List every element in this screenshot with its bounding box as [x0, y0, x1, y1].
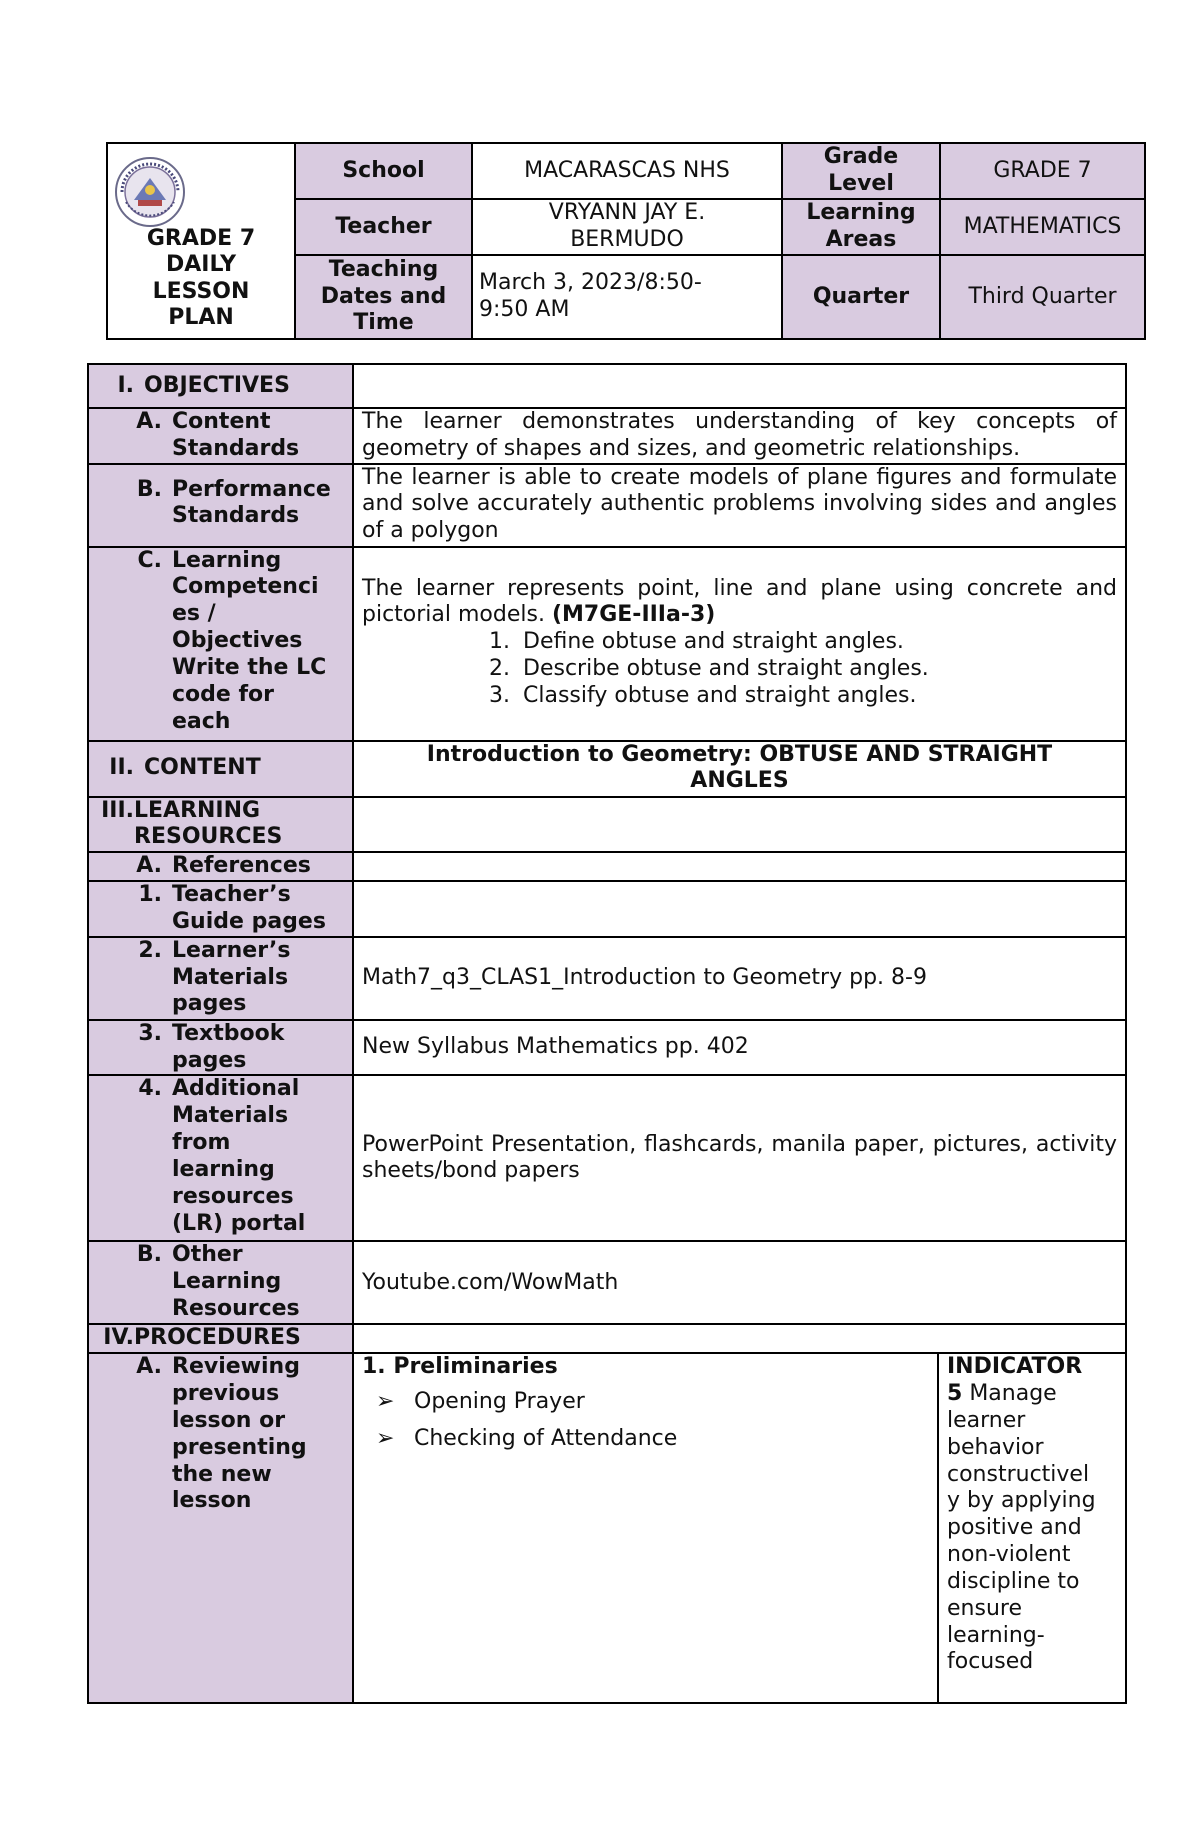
learners-materials-value: Math7_q3_CLAS1_Introduction to Geometry pp. 8-9 [353, 937, 1126, 1020]
arrow-bullet-icon: ➢ [376, 1389, 395, 1415]
learners-materials-row [88, 937, 1126, 1020]
other-resources-value: Youtube.com/WowMath [353, 1241, 1126, 1324]
teaching-dates-value: March 3, 2023/8:50- 9:50 AM [472, 255, 782, 339]
content-row [88, 741, 1126, 797]
additional-materials-value: PowerPoint Presentation, flashcards, manila paper, pictures, activity sheets/bond papers [353, 1075, 1126, 1241]
reviewing-row [88, 1353, 1126, 1703]
objectives-list [362, 629, 1117, 709]
objective-item: 1. Define obtuse and straight angles. [517, 629, 1117, 656]
arrow-bullet-icon: ➢ [376, 1425, 395, 1451]
teacher-label: Teacher [295, 199, 472, 255]
content-title: Introduction to Geometry: OBTUSE AND STRAIGHT ANGLES [353, 741, 1126, 797]
other-resources-label: B. Other Learning Resources [88, 1241, 353, 1324]
learning-areas-value: MATHEMATICS [940, 199, 1145, 255]
objective-item: 2. Describe obtuse and straight angles. [517, 656, 1117, 683]
content-label: II. CONTENT [88, 741, 353, 797]
procedures-row [88, 1324, 1126, 1353]
teachers-guide-label: 1. Teacher’s Guide pages [88, 881, 353, 937]
grade-level-value: GRADE 7 [940, 143, 1145, 199]
lesson-plan-table [87, 363, 1127, 1704]
performance-standards-row [88, 464, 1126, 547]
reviewing-label: A. Reviewing previous lesson or presenting the new lesson [88, 1353, 353, 1703]
dlp-title: GRADE 7 DAILY LESSON PLAN [146, 226, 256, 331]
school-value: MACARASCAS NHS [472, 143, 782, 199]
quarter-label: Quarter [782, 255, 940, 339]
objectives-label: I. OBJECTIVES [88, 364, 353, 408]
preliminaries-list [362, 1389, 929, 1453]
additional-materials-row [88, 1075, 1126, 1241]
teacher-value: VRYANN JAY E. BERMUDO [472, 199, 782, 255]
teachers-guide-row [88, 881, 1126, 937]
list-item: ➢ Checking of Attendance [376, 1425, 678, 1451]
quarter-value: Third Quarter [940, 255, 1145, 339]
learning-resources-row [88, 797, 1126, 853]
competencies-row [88, 547, 1126, 741]
textbook-label: 3. Textbook pages [88, 1020, 353, 1076]
objective-item: 3. Classify obtuse and straight angles. [517, 683, 1117, 710]
performance-standards-text: The learner is able to create models of plane figures and formulate and solve accurately authentic problems involving sides and angles of a polygon [353, 464, 1126, 547]
additional-materials-label: 4. Additional Materials from learning resources (LR) portal [88, 1075, 353, 1241]
teaching-dates-label: Teaching Dates and Time [295, 255, 472, 339]
indicator-text: 5 Manage learner behavior constructivel y by applying positive and non-violent discipline to ensure learning- focused [947, 1381, 1096, 1675]
preliminaries-heading: 1. Preliminaries [362, 1354, 558, 1380]
content-standards-label: A. Content Standards [88, 408, 353, 464]
deped-seal-icon [114, 156, 186, 228]
learning-areas-label: Learning Areas [782, 199, 940, 255]
references-row [88, 852, 1126, 881]
reviewing-content [353, 1353, 938, 1703]
header-table [106, 142, 1146, 340]
performance-standards-label: B. Performance Standards [88, 464, 353, 547]
content-standards-text: The learner demonstrates understanding of key concepts of geometry of shapes and sizes, and geometric relationships. [353, 408, 1126, 464]
other-resources-row [88, 1241, 1126, 1324]
learners-materials-label: 2. Learner’s Materials pages [88, 937, 353, 1020]
textbook-value: New Syllabus Mathematics pp. 402 [353, 1020, 1126, 1076]
indicator-cell [938, 1353, 1126, 1703]
competencies-label: C. Learning Competenci es / Objectives Write the LC code for each [88, 547, 353, 741]
grade-level-label: Grade Level [782, 143, 940, 199]
teachers-guide-value [353, 881, 1126, 937]
school-label: School [295, 143, 472, 199]
references-label: A. References [88, 852, 353, 881]
lc-code: (M7GE-IIIa-3) [551, 602, 716, 628]
competencies-text: The learner represents point, line and plane using concrete and pictorial models. [362, 575, 1117, 628]
title-cell [107, 143, 295, 339]
competencies-content [353, 547, 1126, 741]
learning-resources-label: III. LEARNING RESOURCES [88, 797, 353, 853]
objectives-row [88, 364, 1126, 408]
list-item: ➢ Opening Prayer [376, 1389, 585, 1415]
indicator-title: INDICATOR [947, 1354, 1083, 1380]
content-standards-row [88, 408, 1126, 464]
textbook-row [88, 1020, 1126, 1076]
procedures-label: IV. PROCEDURES [88, 1324, 353, 1353]
